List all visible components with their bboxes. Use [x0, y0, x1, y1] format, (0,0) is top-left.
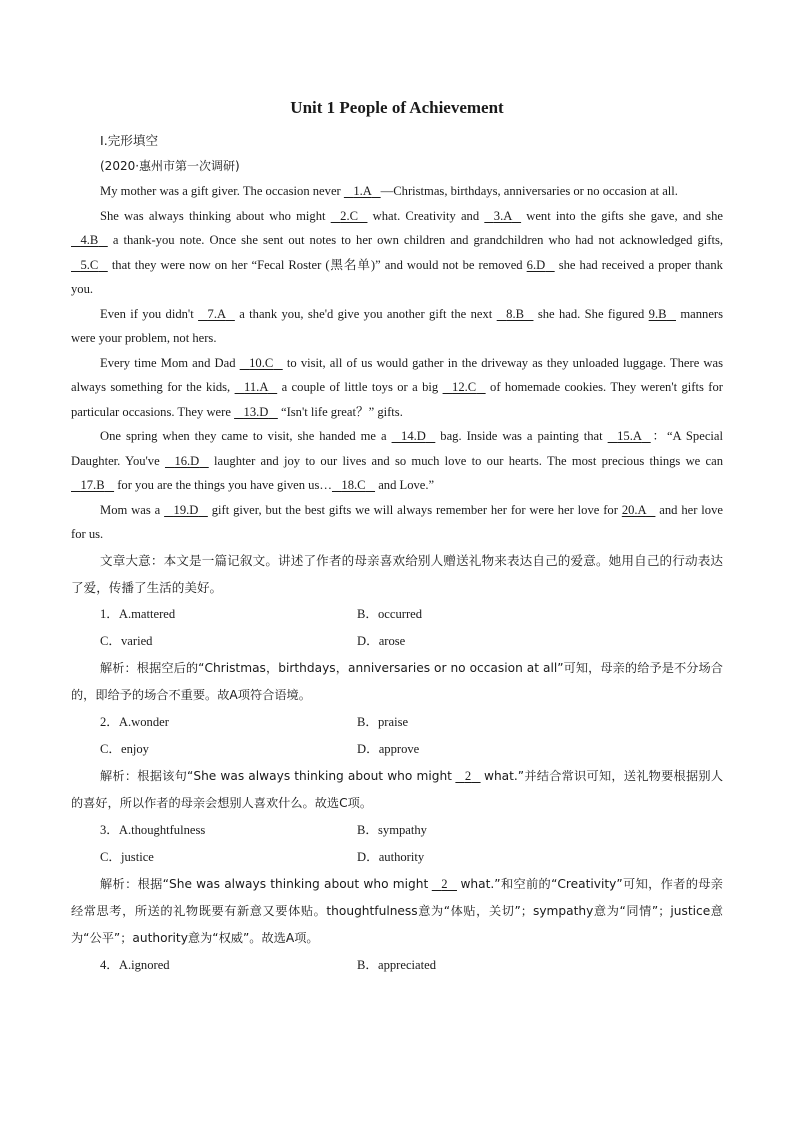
passage-text: a thank you, she'd give you another gift the next: [239, 306, 493, 321]
passage-text: of homemade cookies. They weren't gifts for particular occasions. They were: [71, 380, 723, 419]
question-2-options-row-1: [71, 709, 723, 736]
answer-blank-19: 19.D: [173, 502, 199, 517]
passage-text: that they were now on her “Fecal Roster (黑名单)” and would not be removed: [111, 257, 523, 272]
answer-blank-16: 16.D: [174, 453, 200, 468]
question-number: 4．: [100, 957, 119, 972]
option-a: A.thoughtfulness: [118, 822, 206, 837]
answer-blank-20: 20.A: [621, 502, 646, 517]
option-c: C．varied: [100, 633, 153, 648]
answer-blank-4: 4.B: [80, 233, 99, 247]
passage-paragraph-4: [71, 351, 723, 425]
passage-text: —Christmas, birthdays, anniversaries or no occasion at all.: [380, 184, 678, 198]
answer-blank-10: 10.C: [249, 355, 274, 370]
passage-text: Mom was a: [100, 502, 161, 517]
passage-text: gift giver, but the best gifts we will always remember her for were her love for: [211, 502, 618, 517]
passage-text: She was always thinking about who might: [100, 208, 326, 223]
answer-blank-17: 17.B: [80, 478, 105, 492]
passage-text: for you are the things you have given us…: [117, 478, 332, 492]
option-b: B．occurred: [357, 606, 423, 621]
option-a: A.ignored: [118, 957, 170, 972]
passage-text: she had. She figured: [537, 306, 645, 321]
analysis-blank: 2: [441, 876, 448, 891]
passage-paragraph-1: [71, 179, 723, 204]
option-d: D．approve: [357, 741, 420, 756]
answer-blank-15: 15.A: [617, 429, 642, 443]
passage-text: One spring when they came to visit, she handed me a: [100, 429, 387, 443]
question-2-analysis: 解析：根据该句“She was always thinking about who might 2 what.”并结合常识可知，送礼物要根据别人的喜好，所以作者的母亲会想别人喜欢什么。故选C项。: [71, 763, 723, 817]
answer-blank-3: 3.A: [493, 208, 512, 223]
section-heading: Ⅰ.完形填空: [100, 133, 159, 148]
answer-blank-18: 18.C: [341, 478, 366, 492]
option-d: D．arose: [357, 633, 406, 648]
passage-text: manners were your problem, not hers.: [71, 306, 724, 345]
passage-text: and her love for us.: [71, 502, 723, 541]
summary-paragraph: 文章大意：本文是一篇记叙文。讲述了作者的母亲喜欢给别人赠送礼物来表达自己的爱意。她用自己的行动表达了爱，传播了生活的美好。: [71, 552, 723, 595]
passage-text: a couple of little toys or a big: [281, 380, 439, 394]
answer-blank-9: 9.B: [648, 306, 667, 321]
answer-blank-2: 2.C: [340, 208, 358, 223]
answer-blank-8: 8.B: [506, 306, 524, 321]
question-1-options-row-2: [71, 628, 723, 655]
passage-text: went into the gifts she gave, and she: [526, 208, 723, 223]
question-number: 1．: [100, 606, 119, 621]
question-3-analysis: 解析：根据“She was always thinking about who might 2 what.”和空前的“Creativity”可知，作者的母亲经常思考，所送的礼物既要有新意又要体贴。thoughtfulness意为“体贴，关切”；sympathy意为“同情”；justice意为“公平”；authority意为“权威”。故选A项。: [71, 871, 723, 952]
passage-paragraph-2: [71, 204, 723, 302]
passage-text: ：“A Special Daughter. You've: [71, 429, 723, 468]
passage-paragraph-5: [71, 424, 723, 498]
answer-blank-7: 7.A: [207, 306, 226, 321]
answer-blank-14: 14.D: [401, 429, 426, 443]
passage-paragraph-6: [71, 498, 723, 547]
passage-text: Even if you didn't: [100, 306, 194, 321]
question-number: 2．: [100, 714, 119, 729]
passage-text: a thank-you note. Once she sent out notes to her own children and grandchildren who had not acknowledged gifts,: [112, 233, 723, 247]
option-d: D．authority: [357, 849, 425, 864]
option-a: A.mattered: [118, 606, 176, 621]
passage-paragraph-3: [71, 302, 723, 351]
passage-text: laughter and joy to our lives and so much love to our hearts. The most precious things we can: [214, 453, 724, 468]
passage-text: bag. Inside was a painting that: [440, 429, 603, 443]
page-title: Unit 1 People of Achievement: [290, 98, 504, 117]
answer-blank-12: 12.C: [452, 380, 477, 394]
option-a: A.wonder: [118, 714, 169, 729]
question-3-options-row-1: [71, 817, 723, 844]
passage-text: “Isn't life great？” gifts.: [280, 404, 403, 419]
question-2-options-row-2: [71, 736, 723, 763]
answer-blank-13: 13.D: [243, 404, 269, 419]
option-b: B．praise: [357, 714, 409, 729]
passage-text: she had received a proper thank you.: [71, 257, 723, 296]
answer-blank-5: 5.C: [80, 257, 99, 272]
answer-blank-6: 6.D: [526, 257, 546, 272]
question-1-options-row-1: [71, 601, 723, 628]
document-page: [71, 98, 723, 979]
source-note: (2020·惠州市第一次调研): [100, 159, 240, 173]
option-b: B．appreciated: [357, 957, 437, 972]
option-b: B．sympathy: [357, 822, 427, 837]
answer-blank-1: 1.A: [353, 184, 372, 198]
question-1-analysis: 解析：根据空后的“Christmas，birthdays，anniversaries or no occasion at all”可知，母亲的给予是不分场合的，即给予的场合不重要。故A项符合语境。: [71, 660, 723, 702]
option-c: C．enjoy: [100, 741, 149, 756]
question-number: 3．: [100, 822, 119, 837]
passage-text: and Love.”: [378, 478, 435, 492]
question-3-options-row-2: [71, 844, 723, 871]
passage-text: My mother was a gift giver. The occasion never: [100, 184, 341, 198]
analysis-blank: 2: [464, 768, 472, 783]
passage-text: Every time Mom and Dad: [100, 355, 236, 370]
option-c: C．justice: [100, 849, 154, 864]
passage-text: to visit, all of us would gather in the driveway as they unloaded luggage. There was always something for the kids,: [71, 355, 724, 394]
question-4-options-row-1: [71, 952, 723, 979]
answer-blank-11: 11.A: [244, 380, 268, 394]
passage-text: what. Creativity and: [372, 208, 480, 223]
